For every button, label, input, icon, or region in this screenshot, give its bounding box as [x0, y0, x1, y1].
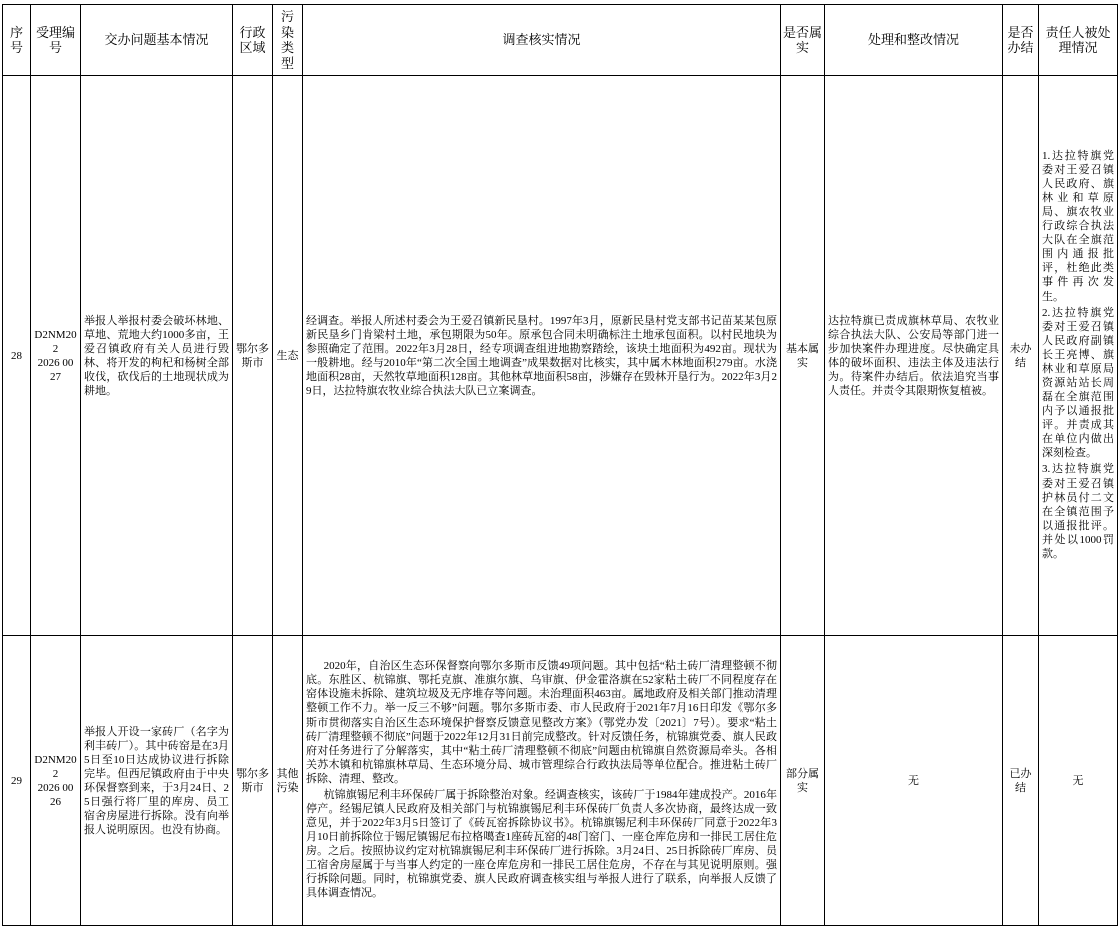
cell-basic-situation: 举报人开设一家砖厂（名字为利丰砖厂）。其中砖窑是在3月5日至10日达成协议进行拆除完毕。但西尼镇政府由于中央环保督察到来，于3月24日、25日强行将厂里的库房、员工宿舍房屋进行拆除。没有向举报人说明原因。也没有协商。 — [81, 636, 233, 926]
header-responsible-punishment: 责任人被处理情况 — [1039, 5, 1118, 76]
cell-responsible-punishment: 无 — [1039, 636, 1118, 926]
cell-handling: 达拉特旗已责成旗林草局、农牧业综合执法大队、公安局等部门进一步加快案件办理进度。尽快确定具体的破坏面积、违法主体及违法行为。待案件办结后。依法追究当事人责任。并责令其限期恢复植被。 — [825, 76, 1003, 636]
cell-verification: 经调查。举报人所述村委会为王爱召镇新民垦村。1997年3月，原新民垦村党支部书记苗某某包原新民垦乡门肯梁村土地，承包期限为50年。原承包合同未明确标注土地承包面积。以村民地块为参照确定了范围。2022年3月28日，经专项调查组进地勘察踏绘，该块土地面积为492亩。现状为一般耕地。经与2010年“第二次全国土地调查”成果数据对比核实，其中属木林地面积279亩。水浇地面积28亩，天然牧草地面积128亩。其他林草地面积58亩，涉嫌存在毁林开垦行为。2022年3月29日，达拉特旗农牧业综合执法大队已立案调查。 — [303, 76, 781, 636]
table-row — [3, 636, 1118, 926]
resp-item-2: 2.达拉特旗党委对王爱召镇人民政府副镇长王亮博、旗林业和草原局资源站站长周磊在全旗范围内予以通报批评。并责成其在单位内做出深刻检查。 — [1042, 306, 1114, 460]
verify-para-1: 2020年，自治区生态环保督察向鄂尔多斯市反馈49项问题。其中包括“粘土砖厂清理整顿不彻底。东胜区、杭锦旗、鄂托克旗、准旗尔旗、乌审旗、伊金霍洛旗在52家粘土砖厂不同程度存在窑体设施未拆除、建筑垃圾及无序堆存等问题。未治理面积463亩。属地政府及相关部门推动清理整顿工作不力。举一反三不够”问题。鄂尔多斯市委、市人民政府于2021年7月16日印发《鄂尔多斯市贯彻落实自治区生态环境保护督察反馈意见整改方案》（鄂党办发〔2021〕7号）。要求“粘土砖厂清理整顿不彻底”问题于2022年12月31日前完成整改。针对反馈任务，杭锦旗党委、旗人民政府对任务进行了分解落实，其中“粘土砖厂清理整顿不彻底”问题由杭锦旗自然资源局牵头。各相关苏木镇和杭锦旗林草局、生态环境分局、城市管理综合行政执法局等单位配合。推进粘土砖厂拆除、清理、整改。 — [306, 660, 777, 785]
resp-item-3: 3.达拉特旗党委对王爱召镇护林员付二文在全镇范围予以通报批评。并处以1000罚款。 — [1042, 463, 1114, 560]
cell-region: 鄂尔多斯市 — [233, 636, 273, 926]
header-accept-code: 受理编号 — [31, 5, 81, 76]
code-line-2: 2026 00 — [37, 781, 74, 794]
cell-region: 鄂尔多斯市 — [233, 76, 273, 636]
cell-is-closed: 已办结 — [1003, 636, 1039, 926]
cell-handling: 无 — [825, 636, 1003, 926]
code-line-1: D2NM202 — [34, 753, 77, 780]
header-verification: 调查核实情况 — [303, 5, 781, 76]
cell-is-true: 基本属实 — [781, 76, 825, 636]
header-handling: 处理和整改情况 — [825, 5, 1003, 76]
table-header-row — [3, 5, 1118, 76]
code-line-3: 26 — [50, 795, 61, 808]
code-line-1: D2NM202 — [34, 328, 77, 355]
cell-pollution-type: 生态 — [273, 76, 303, 636]
cell-basic-situation: 举报人举报村委会破坏林地、草地、荒地大约1000多亩，王爱召镇政府有关人员进行毁林、将开发的枸杞和杨树全部收伐，砍伐后的土地现状成为耕地。 — [81, 76, 233, 636]
table-row — [3, 76, 1118, 636]
cell-responsible-punishment — [1039, 76, 1118, 636]
header-basic-situation: 交办问题基本情况 — [81, 5, 233, 76]
cell-pollution-type: 其他污染 — [273, 636, 303, 926]
header-pollution-type: 污染类型 — [273, 5, 303, 76]
cell-is-true: 部分属实 — [781, 636, 825, 926]
cell-seq: 29 — [3, 636, 31, 926]
cell-verification — [303, 636, 781, 926]
resp-item-1: 1.达拉特旗党委对王爱召镇人民政府、旗林业和草原局、旗农牧业行政综合执法大队在全旗范围内通报批评，杜绝此类事件再次发生。 — [1042, 149, 1114, 303]
complaint-register-table — [2, 4, 1118, 926]
cell-seq: 28 — [3, 76, 31, 636]
verify-para-2: 杭锦旗锡尼利丰环保砖厂属于拆除整治对象。经调查核实，该砖厂于1984年建成投产。2016年停产。经锡尼镇人民政府及相关部门与杭锦旗锡尼利丰环保砖厂负责人多次协商，最终达成一致意见，并于2022年3月5日签订了《砖瓦窑拆除协议书》。杭锦旗锡尼利丰环保砖厂同意于2022年3月10日前拆除位于锡尼镇锡尼布拉格噶查1座砖瓦窑的48门窑门、一座仓库危房和一排民工居住危房。之后。按照协议约定对杭锦旗锡尼利丰环保砖厂进行拆除。3月24日、25日拆除砖厂库房、员工宿舍房屋属于与当事人约定的一座仓库危房和一排民工居住危房，不存在与其见说明原则。强行拆除问题。同时，杭锦旗党委、旗人民政府调查核实组与举报人进行了联系，向举报人反馈了具体调查情况。 — [306, 788, 777, 900]
header-is-closed: 是否办结 — [1003, 5, 1039, 76]
cell-is-closed: 未办结 — [1003, 76, 1039, 636]
cell-accept-code — [31, 76, 81, 636]
header-seq: 序号 — [3, 5, 31, 76]
code-line-2: 2026 00 — [37, 356, 74, 369]
code-line-3: 27 — [50, 370, 61, 383]
header-is-true: 是否属实 — [781, 5, 825, 76]
header-region: 行政区域 — [233, 5, 273, 76]
cell-accept-code — [31, 636, 81, 926]
